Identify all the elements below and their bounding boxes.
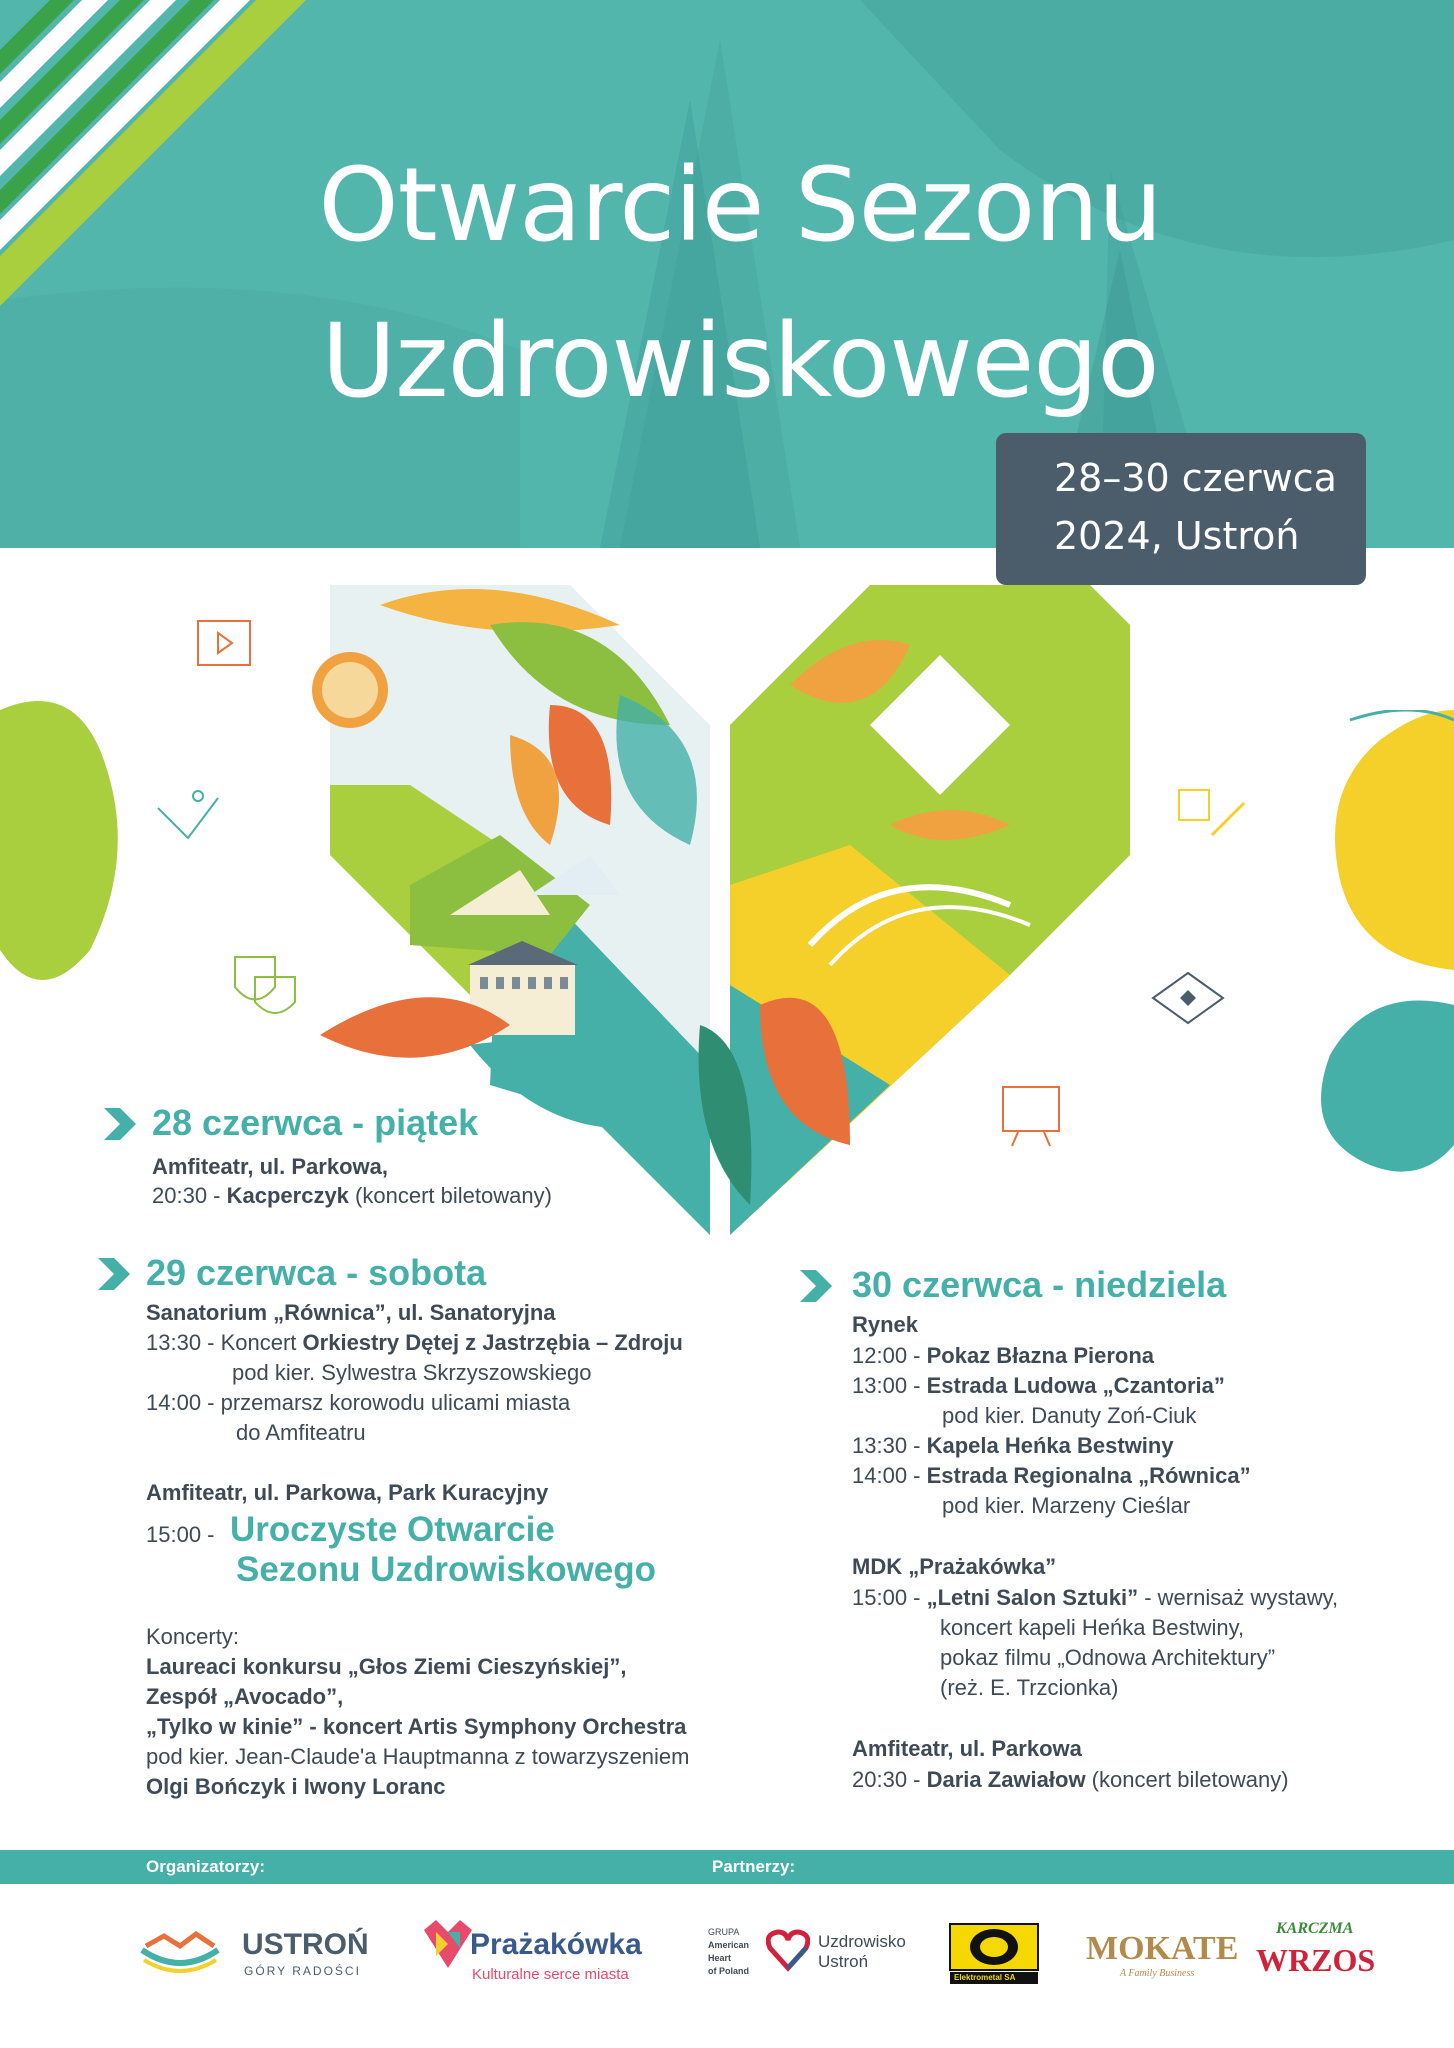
main-event-line-2: Sezonu Uzdrowiskowego bbox=[236, 1550, 657, 1589]
ahp-text-1: GRUPA bbox=[708, 1927, 740, 1937]
title-line-2: Uzdrowiskowego bbox=[321, 302, 1159, 421]
uzdrowisko-line-1: Uzdrowisko bbox=[818, 1932, 906, 1951]
ahp-text-4: of Poland bbox=[708, 1966, 749, 1976]
chevron-right-icon bbox=[798, 1268, 834, 1304]
day3-event-2 bbox=[852, 1371, 1225, 1401]
event-name: Kapela Heńka Bestwiny bbox=[926, 1433, 1174, 1458]
day3-location-1: Rynek bbox=[852, 1312, 919, 1337]
day3-event-1 bbox=[852, 1341, 1154, 1371]
day3-event-4-sub: pod kier. Marzeny Cieślar bbox=[942, 1493, 1191, 1518]
poster-title bbox=[240, 128, 1240, 440]
stage-icon bbox=[1148, 968, 1228, 1038]
concerts-label: Koncerty: bbox=[146, 1624, 239, 1649]
event-time: 20:30 - bbox=[152, 1183, 227, 1208]
ustron-logo-name: USTROŃ bbox=[242, 1928, 369, 1961]
day3-location-2: MDK „Prażakówka” bbox=[852, 1554, 1057, 1579]
concert-3-guests: Olgi Bończyk i Iwony Loranc bbox=[146, 1774, 446, 1799]
mokate-tagline: A Family Business bbox=[1120, 1968, 1195, 1979]
concert-3: „Tylko w kinie” - koncert Artis Symphony Orchestra bbox=[146, 1714, 687, 1739]
day3-heading: 30 czerwca - niedziela bbox=[852, 1264, 1227, 1305]
date-badge bbox=[996, 433, 1366, 585]
concert-3-conductor: pod kier. Jean-Claude'a Hauptmanna z towarzyszeniem bbox=[146, 1744, 690, 1769]
concert-1: Laureaci konkursu „Głos Ziemi Cieszyńskiej”, bbox=[146, 1654, 627, 1679]
day3-location-3: Amfiteatr, ul. Parkowa bbox=[852, 1736, 1082, 1761]
day3-event-2-sub: pod kier. Danuty Zoń-Ciuk bbox=[942, 1403, 1197, 1428]
date-range: 28–30 czerwca bbox=[1054, 456, 1337, 500]
ahp-text-2: American bbox=[708, 1940, 750, 1950]
day3-event-5-line-4: (reż. E. Trzcionka) bbox=[940, 1675, 1119, 1700]
event-time: 14:00 - bbox=[852, 1463, 927, 1488]
event-time: 15:00 - bbox=[852, 1585, 927, 1610]
day3-event-5-line-2: koncert kapeli Heńka Bestwiny, bbox=[940, 1615, 1245, 1640]
partners-label: Partnerzy: bbox=[712, 1857, 796, 1876]
chevron-right-icon bbox=[96, 1256, 132, 1292]
day2-event-1-sub: pod kier. Sylwestra Skrzyszowskiego bbox=[232, 1360, 592, 1385]
day2-location-2: Amfiteatr, ul. Parkowa, Park Kuracyjny bbox=[146, 1480, 549, 1505]
ahp-logo-text bbox=[708, 1926, 749, 1978]
day2-location-1: Sanatorium „Równica”, ul. Sanatoryjna bbox=[146, 1300, 556, 1325]
organizers-label: Organizatorzy: bbox=[146, 1857, 266, 1876]
left-green-blob bbox=[0, 690, 130, 990]
chevron-right-icon bbox=[102, 1106, 138, 1142]
right-teal-blob bbox=[1310, 995, 1454, 1180]
event-name: Daria Zawiałow bbox=[926, 1767, 1086, 1792]
elektrometal-logo-text: Elektrometal SA bbox=[954, 1973, 1016, 1982]
day3-event-3 bbox=[852, 1431, 1174, 1461]
event-note: (koncert biletowany) bbox=[1085, 1767, 1289, 1792]
title-line-1: Otwarcie Sezonu bbox=[318, 146, 1162, 265]
event-name: „Letni Salon Sztuki” bbox=[926, 1585, 1139, 1610]
event-time: 12:00 - bbox=[852, 1343, 927, 1368]
prazakowka-logo-icon bbox=[422, 1918, 474, 1970]
day1-heading: 28 czerwca - piątek bbox=[152, 1102, 479, 1143]
uzdrowisko-line-2: Ustroń bbox=[818, 1952, 869, 1971]
sheet-music-icon bbox=[998, 1082, 1064, 1148]
uzdrowisko-logo-text bbox=[818, 1932, 906, 1972]
heart-pencil-icon bbox=[1174, 785, 1248, 845]
day3-event-5-line-3: pokaz filmu „Odnowa Architektury” bbox=[940, 1645, 1276, 1670]
heart-logo-icon bbox=[766, 1928, 810, 1972]
film-icon bbox=[196, 615, 252, 671]
day2-main-event bbox=[230, 1510, 656, 1590]
event-note: - wernisaż wystawy, bbox=[1138, 1585, 1339, 1610]
ustron-logo-tagline: GÓRY RADOŚCI bbox=[244, 1964, 361, 1978]
karczma-logo-text: KARCZMA bbox=[1276, 1920, 1354, 1937]
prazakowka-logo-tagline: Kulturalne serce miasta bbox=[472, 1966, 629, 1983]
day2-heading: 29 czerwca - sobota bbox=[146, 1252, 487, 1293]
event-name: Kacperczyk bbox=[226, 1183, 349, 1208]
day2-event-2: 14:00 - przemarsz korowodu ulicami miasta bbox=[146, 1390, 571, 1415]
event-note: (koncert biletowany) bbox=[348, 1183, 552, 1208]
date-year-place: 2024, Ustroń bbox=[1054, 514, 1300, 558]
event-time: 13:30 - bbox=[852, 1433, 927, 1458]
event-time: 20:30 - bbox=[852, 1767, 927, 1792]
ustron-logo-icon bbox=[138, 1928, 222, 1978]
day2-event-2-sub: do Amfiteatru bbox=[236, 1420, 366, 1445]
event-name: Orkiestry Dętej z Jastrzębia – Zdroju bbox=[302, 1330, 683, 1355]
day1-event bbox=[152, 1181, 552, 1211]
wrzos-logo-text: WRZOS bbox=[1256, 1942, 1376, 1978]
prazakowka-logo-name: Prażakówka bbox=[470, 1928, 642, 1961]
event-name: Pokaz Błazna Pierona bbox=[926, 1343, 1155, 1368]
mokate-logo-text: MOKATE bbox=[1086, 1930, 1239, 1967]
event-name: Estrada Ludowa „Czantoria” bbox=[926, 1373, 1225, 1398]
music-icon bbox=[148, 778, 228, 848]
day2-event-1 bbox=[146, 1328, 683, 1358]
concert-2: Zespół „Avocado”, bbox=[146, 1684, 344, 1709]
event-name: Estrada Regionalna „Równica” bbox=[926, 1463, 1251, 1488]
theater-masks-icon bbox=[230, 952, 300, 1022]
event-time: 13:00 - bbox=[852, 1373, 927, 1398]
ahp-text-3: Heart bbox=[708, 1953, 732, 1963]
day2-main-time: 15:00 - bbox=[146, 1522, 215, 1547]
event-time: 13:30 - Koncert bbox=[146, 1330, 303, 1355]
day3-event-5 bbox=[852, 1583, 1338, 1613]
day3-event-6 bbox=[852, 1765, 1289, 1795]
main-event-line-1: Uroczyste Otwarcie bbox=[230, 1510, 555, 1549]
right-yellow-blob bbox=[1290, 710, 1454, 970]
day1-location: Amfiteatr, ul. Parkowa, bbox=[152, 1154, 388, 1179]
day3-event-4 bbox=[852, 1461, 1251, 1491]
